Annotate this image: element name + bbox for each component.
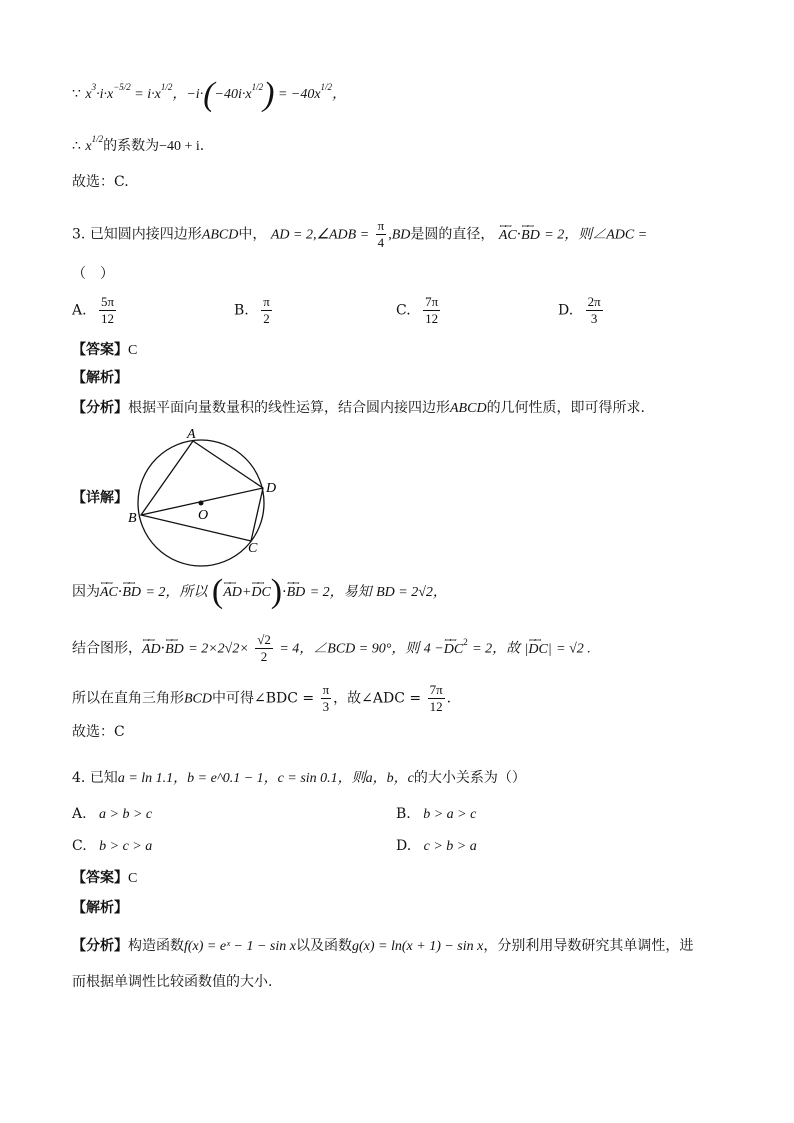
detail-eq: 中可得∠BDC =	[212, 690, 315, 707]
analysis-tag: 【解析】	[72, 370, 128, 386]
vector-dc: ꟷꟷ DC	[251, 583, 270, 603]
detail-eq: BD = 2√2，	[376, 585, 447, 600]
fraction-7pi-over-12	[428, 682, 445, 715]
fenxi-text: 以及函数	[296, 938, 352, 954]
question-number: 4.	[72, 770, 86, 786]
fenxi-text: ，分别利用导数研究其单调性，进	[483, 938, 694, 954]
derivation-line-1	[72, 75, 347, 113]
coefficient-value: −40 + i	[159, 139, 200, 154]
detail-text: 因为	[72, 584, 100, 600]
option-text: a > b > c	[99, 807, 153, 822]
stem-text-c: 是圆的直径，	[410, 226, 495, 243]
center-point	[199, 501, 204, 506]
option-label: C.	[396, 302, 411, 319]
derivation-line-2	[72, 136, 204, 157]
exponent-equation: $x^3\cdot i\cdot x^{-5/2} = i\cdot x^{1/2}$，$-i\cdot(-40i\cdot x^{1/2}) = -40x^{1/2}$，	[85, 75, 347, 113]
quadrilateral-name: ABCD	[201, 227, 239, 243]
frac-num: π	[263, 294, 270, 309]
option-b[interactable]	[396, 806, 476, 823]
fenxi-text-a: 根据平面向量数量积的线性运算，结合圆内接四边形	[128, 400, 450, 416]
fraction-pi-over-4	[376, 218, 387, 251]
option-label: A.	[72, 302, 87, 319]
detail-tag: 【详解】	[72, 490, 128, 506]
frac-den: 12	[101, 311, 115, 326]
condition-1: AD = 2,∠ADB =	[270, 227, 370, 243]
frac-num: π	[377, 218, 385, 233]
fenxi-text: 构造函数	[128, 938, 184, 954]
abs-vector-dc: |ꟷꟷ DC|	[525, 642, 552, 657]
detail-eq: = 2，故	[472, 641, 521, 657]
function-f: f(x) = eˣ − 1 − sin x	[184, 939, 296, 954]
power-term: $x^{1/2}$	[85, 134, 104, 154]
coefficient-text: 的系数为	[103, 138, 160, 154]
function-g: g(x) = ln(x + 1) − sin x	[352, 939, 484, 954]
vector-bd: ꟷꟷ BD	[287, 583, 306, 603]
quadrilateral-name: ABCD	[450, 401, 487, 416]
answer-line	[72, 868, 137, 889]
because-symbol: ∵	[72, 86, 81, 102]
option-text: c > b > a	[423, 839, 477, 854]
dot-equation: = 2，则∠ADC =	[544, 227, 648, 243]
frac-num: 7π	[425, 294, 439, 309]
fenxi-line	[72, 398, 645, 419]
option-label: C.	[72, 838, 87, 854]
stem-text-b: 的大小关系为（）	[413, 770, 526, 786]
vector-ac: ꟷꟷ AC	[100, 583, 118, 603]
triangle-name: BCD	[184, 691, 212, 707]
option-value	[423, 294, 440, 327]
frac-num: 7π	[429, 682, 443, 697]
vector-bd: ꟷꟷ BD	[122, 583, 141, 603]
vector-dc: ꟷꟷ DC	[444, 640, 463, 660]
fenxi-text-b: 的几何性质，即可得所求.	[486, 400, 646, 416]
choice-line: 故选：C	[72, 724, 125, 740]
label-d: D	[266, 481, 277, 496]
frac-num: π	[322, 682, 330, 697]
frac-den: 4	[377, 235, 385, 250]
detail-text: 所以在直角三角形	[72, 690, 184, 707]
frac-num: 5π	[101, 294, 115, 309]
answer-value: C	[128, 343, 138, 358]
vector-ad: ꟷꟷ AD	[142, 640, 161, 660]
fenxi-line-1	[72, 936, 693, 957]
question-number: 3.	[72, 226, 86, 243]
option-c[interactable]	[72, 838, 152, 855]
detail-eq: = 4，∠BCD = 90°，则	[279, 641, 420, 657]
label-c: C	[248, 541, 258, 556]
detail-eq: = 2，易知	[309, 585, 372, 600]
fenxi-tag: 【分析】	[72, 400, 128, 416]
frac-den: 3	[322, 699, 330, 714]
fraction-pi-over-3	[321, 682, 332, 715]
frac-den: 2	[263, 311, 270, 326]
stem-text-a: 已知	[89, 770, 118, 786]
label-a: A	[187, 427, 196, 442]
option-a[interactable]	[72, 806, 152, 823]
vector-ac: ꟷꟷ AC	[499, 226, 517, 246]
frac-den: 3	[590, 311, 598, 326]
condition-2: ,BD	[388, 227, 411, 243]
question-3-stem: 3. 已知圆内接四边形ABCD中， AD = 2,∠ADB = $\frac{\pi}{4}$ ,BD是圆的直径， ꟷꟷ AC·ꟷꟷ BD = 2，则∠ADC =	[72, 218, 647, 251]
answer-tag: 【答案】	[72, 870, 128, 886]
period: .	[199, 138, 205, 154]
analysis-tag: 【解析】	[72, 900, 128, 916]
stem-text-b: 中，	[238, 226, 267, 243]
fenxi-tag: 【分析】	[72, 938, 128, 954]
detail-eq: 4 −	[423, 641, 444, 657]
option-value	[99, 294, 116, 327]
option-value	[261, 294, 272, 327]
choice-line: 故选：C.	[72, 174, 129, 190]
option-value	[586, 294, 603, 327]
detail-eq: = 2×2√2×	[188, 641, 249, 657]
option-label: D.	[558, 302, 574, 319]
paren-open: (	[211, 573, 224, 610]
option-text: b > c > a	[99, 839, 153, 854]
label-b: B	[128, 511, 137, 526]
label-o: O	[198, 508, 209, 523]
option-text: b > a > c	[423, 807, 477, 822]
vector-ad: ꟷꟷ AD	[223, 583, 242, 603]
answer-line	[72, 340, 137, 361]
option-label: A.	[72, 806, 87, 822]
vector-bd: ꟷꟷ BD	[165, 640, 184, 660]
stem-text-a: 已知圆内接四边形	[89, 226, 202, 243]
option-b[interactable]	[234, 294, 274, 327]
period: .	[446, 690, 452, 707]
detail-line-1: 因为ꟷꟷ AC·ꟷꟷ BD = 2，所以 (ꟷꟷ AD+ꟷꟷ DC)·ꟷꟷ BD = 2，易知 BD = 2√2，	[72, 582, 447, 603]
detail-eq: ，故∠ADC =	[333, 690, 422, 707]
option-label: B.	[396, 806, 411, 822]
option-c[interactable]	[396, 294, 442, 327]
frac-den: 12	[429, 699, 443, 714]
fraction-sqrt2-over-2	[255, 632, 273, 665]
answer-paren: （ ）	[72, 266, 114, 282]
definitions: a = ln 1.1，b = e^0.1 − 1，c = sin 0.1，则	[117, 771, 366, 786]
frac-num: √2	[257, 632, 271, 647]
option-d[interactable]	[558, 294, 605, 327]
detail-eq: = 2，所以	[145, 585, 208, 600]
frac-den: 2	[260, 649, 268, 664]
paren-close: )	[270, 573, 283, 610]
variables: a，b，c	[365, 771, 414, 786]
vector-bd: ꟷꟷ BD	[521, 226, 540, 246]
question-4-stem	[72, 768, 526, 789]
detail-line-3	[72, 682, 451, 715]
option-a[interactable]	[72, 294, 118, 327]
therefore-symbol: ∴	[72, 138, 81, 154]
option-label: D.	[396, 838, 412, 854]
option-label: B.	[234, 302, 249, 319]
answer-value: C	[128, 871, 138, 886]
detail-eq: = √2 .	[556, 641, 591, 657]
circle-quadrilateral-figure	[130, 426, 280, 566]
detail-line-2: 结合图形，ꟷꟷ AD·ꟷꟷ BD = 2×2√2× $\frac{√2}{2}$ = 4，∠BCD = 90°，则 4 −ꟷꟷ $DC^2 = 2$，故 |ꟷꟷ DC| = √2 .	[72, 632, 591, 665]
detail-text: 结合图形，	[72, 640, 142, 657]
answer-tag: 【答案】	[72, 342, 128, 358]
frac-num: 2π	[587, 294, 601, 309]
option-d[interactable]	[396, 838, 477, 855]
fenxi-line-2: 而根据单调性比较函数值的大小.	[72, 974, 273, 990]
frac-den: 12	[425, 311, 439, 326]
